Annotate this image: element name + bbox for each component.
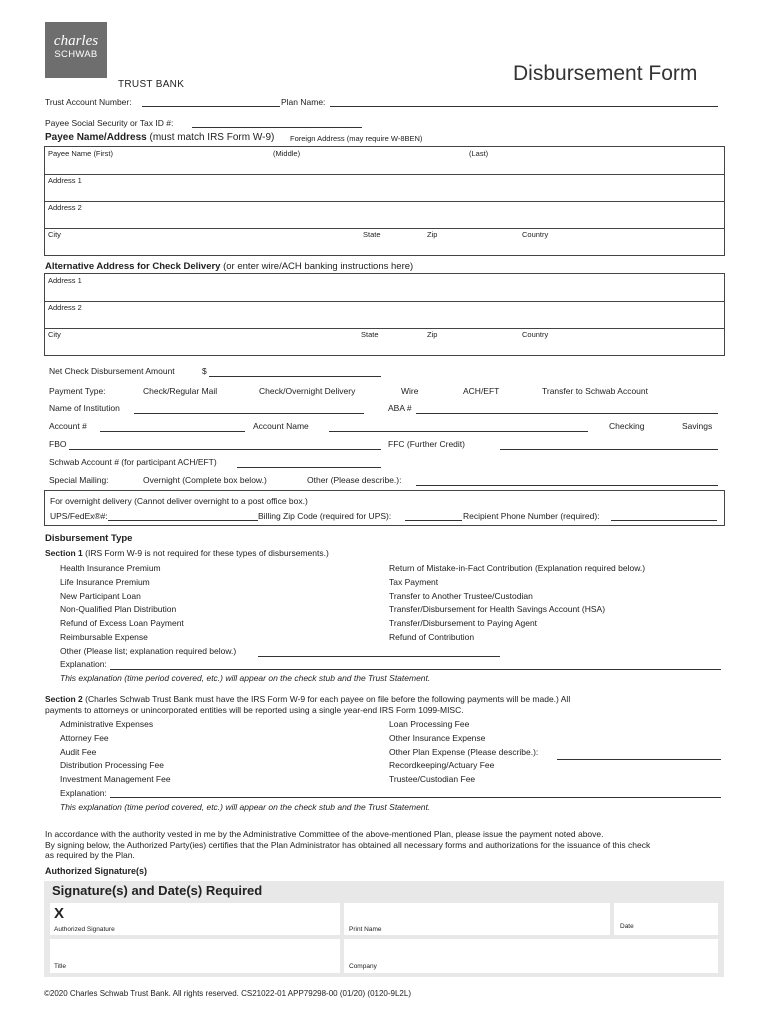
trust-account-label: Trust Account Number: [45,97,132,107]
section2-left-list [60,718,171,787]
s1-option[interactable]: Other (Please list; explanation required below.) [60,645,237,656]
institution-field[interactable] [134,413,364,414]
alt-address-box [44,273,725,356]
s1-option[interactable]: Return of Mistake-in-Fact Contribution (Explanation required below.) [389,563,646,573]
s1-option[interactable]: Tax Payment [389,576,439,587]
s2-option[interactable]: Other Insurance Expense [389,732,486,743]
alt-zip-label: Zip [427,330,438,339]
authorized-signature-field[interactable] [50,903,340,935]
authority-line: as required by the Plan. [45,850,135,860]
payee-city-label: City [48,230,61,239]
title-label: Title [54,963,67,970]
alt-city-row[interactable] [45,328,724,355]
print-name-label: Print Name [349,926,382,933]
account-number-label: Account # [49,421,87,431]
alt-address-heading [45,261,413,272]
alt-city-label: City [48,330,61,339]
s2-option[interactable]: Other Plan Expense (Please describe.): [389,746,539,757]
section2-note2: payments to attorneys or unincorporated entities will be reported using a single year-end IRS Form 1099-MISC. [45,705,464,715]
payee-first-label: Payee Name (First) [48,149,114,158]
payee-heading-note: (must match IRS Form W-9) [149,132,275,143]
option-check-regular[interactable]: Check/Regular Mail [143,386,218,396]
dollar-sign: $ [202,366,207,376]
section1-heading [45,548,329,558]
payee-address1-row[interactable] [45,174,724,202]
option-overnight-mailing[interactable]: Overnight (Complete box below.) [143,475,267,485]
payee-middle-label: (Middle) [273,149,301,158]
alt-state-label: State [361,330,379,339]
billing-zip-field[interactable] [405,520,462,521]
alt-address2-row[interactable] [45,301,724,329]
institution-label: Name of Institution [49,403,120,413]
s2-option[interactable]: Investment Management Fee [60,774,171,785]
alt-address1-label: Address 1 [48,276,82,285]
payee-country-label: Country [522,230,549,239]
date-field[interactable] [614,903,718,935]
payee-address1-label: Address 1 [48,176,82,185]
disbursement-type-heading: Disbursement Type [45,533,133,544]
authority-line: In accordance with the authority vested in me by the Administrative Committee of the above-mentioned Plan, please issue the payment noted above. [45,829,604,839]
authorized-signatures-heading: Authorized Signature(s) [45,866,148,876]
option-checking[interactable]: Checking [609,421,645,431]
overnight-delivery-box [44,490,725,526]
trust-bank-label: TRUST BANK [118,79,185,90]
account-name-label: Account Name [253,421,309,431]
title-field[interactable] [50,939,340,973]
s1-explanation-note: This explanation (time period covered, etc.) will appear on the check stub and the Trust Statement. [60,673,431,683]
payee-address-box [44,146,725,256]
payee-heading [45,132,274,143]
section2-right-list [389,718,538,787]
ups-fedex-label: UPS/FedEx®#: [50,511,108,521]
authorized-signature-label: Authorized Signature [54,926,115,933]
payee-heading-text: Payee Name/Address [45,132,147,143]
fbo-field[interactable] [69,449,381,450]
s1-explanation-field[interactable] [110,669,721,670]
ffc-field[interactable] [500,449,718,450]
payee-city-row[interactable] [45,228,724,255]
s2-explanation-note: This explanation (time period covered, etc.) will appear on the check stub and the Trust Statement. [60,802,431,812]
net-amount-field[interactable] [209,376,381,377]
authority-text [45,829,735,861]
alt-address-heading-text: Alternative Address for Check Delivery [45,261,221,272]
other-mailing-field[interactable] [416,485,718,486]
section2-label: Section 2 [45,694,83,704]
schwab-account-label: Schwab Account # (for participant ACH/EFT) [49,457,217,467]
plan-name-label: Plan Name: [281,97,326,107]
foreign-address-note: Foreign Address (may require W-8BEN) [290,134,423,143]
payee-address2-row[interactable] [45,201,724,229]
print-name-field[interactable] [344,903,610,935]
trust-account-field[interactable] [142,106,280,107]
option-check-overnight[interactable]: Check/Overnight Delivery [259,386,356,396]
option-other-mailing[interactable]: Other (Please describe.): [307,475,402,485]
option-savings[interactable]: Savings [682,421,713,431]
signature-panel [44,881,724,977]
alt-address-heading-note: (or enter wire/ACH banking instructions here) [223,261,414,272]
s1-option[interactable]: Transfer/Disbursement to Paying Agent [389,618,538,629]
aba-field[interactable] [416,413,718,414]
aba-label: ABA # [388,403,412,413]
s1-option[interactable]: Refund of Excess Loan Payment [60,618,184,629]
option-ach[interactable]: ACH/EFT [463,386,500,396]
alt-country-label: Country [522,330,549,339]
ups-fedex-field[interactable] [108,520,258,521]
section1-right-list [389,562,645,645]
fbo-label: FBO [49,439,67,449]
recipient-phone-field[interactable] [611,520,717,521]
section1-label: Section 1 [45,548,83,558]
account-name-field[interactable] [329,431,588,432]
s2-option[interactable]: Distribution Processing Fee [60,760,164,771]
logo-text-schwab: SCHWAB [54,49,98,60]
section2-heading [45,694,570,704]
ffc-label: FFC (Further Credit) [388,439,465,449]
authority-line: By signing below, the Authorized Party(ies) certifies that the Plan Administrator has obtained all necessary forms and authorizations for the issuance of this check [45,839,651,850]
s2-explanation-label: Explanation: [60,788,107,798]
s2-option[interactable]: Recordkeeping/Actuary Fee [389,760,495,771]
s1-other-field[interactable] [258,656,500,657]
page-title: Disbursement Form [513,62,698,85]
payee-address2-label: Address 2 [48,203,82,212]
s2-option[interactable]: Audit Fee [60,746,97,757]
company-field[interactable] [344,939,718,973]
company-label: Company [349,963,377,970]
s1-option[interactable]: Health Insurance Premium [60,563,161,573]
option-schwab-transfer[interactable]: Transfer to Schwab Account [542,386,648,396]
section1-left-list [60,562,236,659]
s1-option[interactable]: Life Insurance Premium [60,576,150,587]
section1-note: (IRS Form W-9 is not required for these types of disbursements.) [85,548,329,558]
net-amount-label: Net Check Disbursement Amount [49,366,175,376]
s1-option[interactable]: New Participant Loan [60,590,141,601]
alt-address2-label: Address 2 [48,303,82,312]
overnight-box-note: For overnight delivery (Cannot deliver overnight to a post office box.) [50,496,308,506]
section2-note: (Charles Schwab Trust Bank must have the IRS Form W-9 for each payee on file before the following payments will be made.) All [85,694,571,704]
s1-option[interactable]: Reimbursable Expense [60,631,148,642]
s2-other-plan-field[interactable] [557,759,721,760]
s2-option[interactable]: Attorney Fee [60,732,109,743]
s2-option[interactable]: Administrative Expenses [60,719,154,729]
ssn-label: Payee Social Security or Tax ID #: [45,118,174,128]
payee-name-row[interactable] [45,147,724,175]
logo-text-charles: charles [53,33,99,49]
payee-state-label: State [363,230,381,239]
plan-name-field[interactable] [330,106,718,107]
s2-option[interactable]: Loan Processing Fee [389,719,470,729]
payment-type-label: Payment Type: [49,386,106,396]
s1-option[interactable]: Transfer to Another Trustee/Custodian [389,590,533,601]
footer-copyright: ©2020 Charles Schwab Trust Bank. All rights reserved. CS21022-01 APP79298-00 (01/20) (0120-9L2L) [44,989,411,998]
billing-zip-label: Billing Zip Code (required for UPS): [258,511,392,521]
schwab-account-field[interactable] [237,467,381,468]
s2-explanation-field[interactable] [110,797,721,798]
schwab-logo [45,22,107,78]
ssn-field[interactable] [192,127,362,128]
s1-option[interactable]: Transfer/Disbursement for Health Savings Account (HSA) [389,604,606,615]
signature-x-mark: X [54,905,65,922]
option-wire[interactable]: Wire [401,386,419,396]
payee-zip-label: Zip [427,230,438,239]
s2-option[interactable]: Trustee/Custodian Fee [389,774,476,785]
account-number-field[interactable] [100,431,245,432]
alt-address1-row[interactable] [45,274,724,302]
signature-heading: Signature(s) and Date(s) Required [52,883,263,898]
s1-explanation-label: Explanation: [60,659,107,669]
s1-option[interactable]: Refund of Contribution [389,631,475,642]
payee-last-label: (Last) [469,149,489,158]
special-mailing-label: Special Mailing: [49,475,109,485]
recipient-phone-label: Recipient Phone Number (required): [463,511,600,521]
s1-option[interactable]: Non-Qualified Plan Distribution [60,604,177,615]
date-label: Date [620,923,634,930]
